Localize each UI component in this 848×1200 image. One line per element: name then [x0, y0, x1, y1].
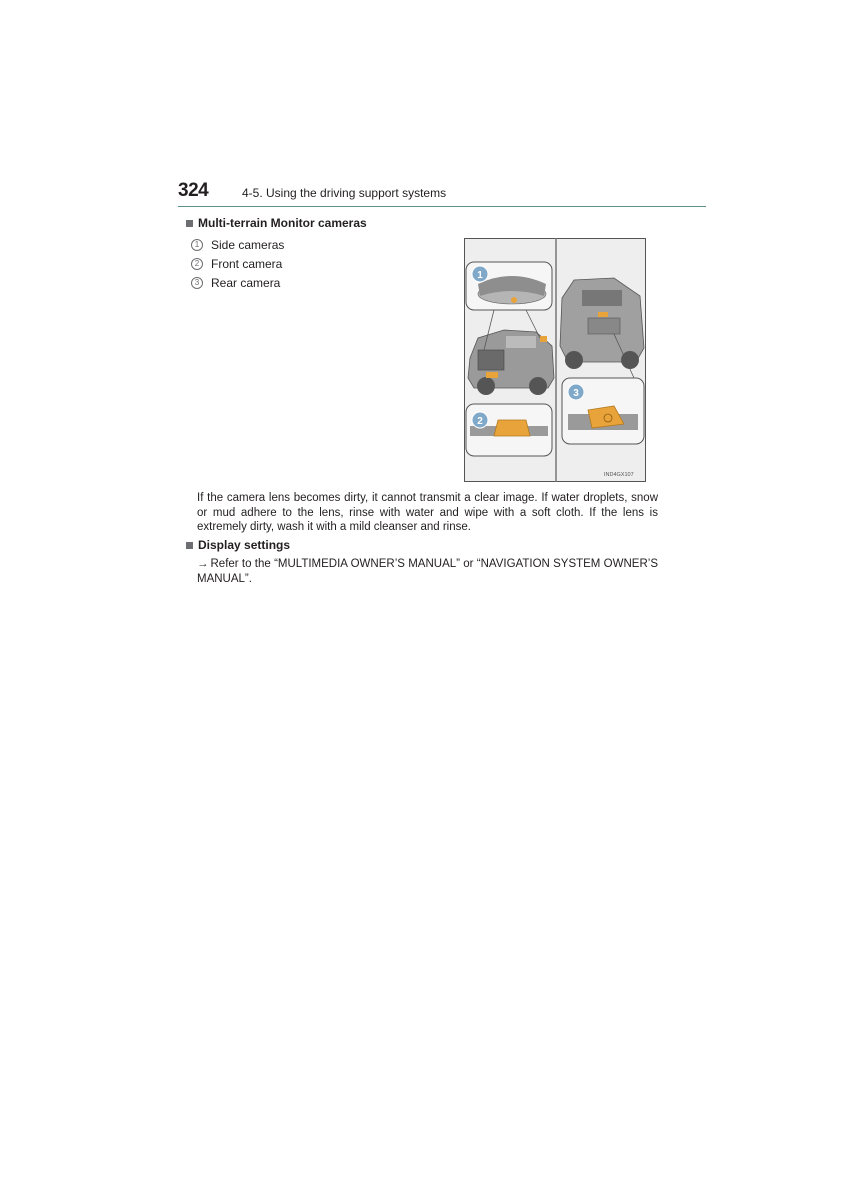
list-item	[191, 254, 284, 273]
display-settings-heading	[186, 538, 290, 552]
front-suv-illustration	[468, 330, 554, 395]
circled-number-icon: 2	[191, 258, 203, 270]
display-settings-reference	[197, 557, 658, 586]
page-number: 324	[178, 180, 209, 201]
page-header	[178, 178, 706, 208]
display-settings-heading-text: Display settings	[198, 538, 291, 552]
circled-number-icon: 1	[191, 239, 203, 251]
camera-locations-figure	[464, 238, 646, 482]
callout-1-icon	[472, 266, 488, 282]
svg-text:1: 1	[477, 270, 483, 281]
lens-note: If the camera lens becomes dirty, it cannot transmit a clear image. If water droplets, snow or mud adhere to the lens, rinse with water and wipe with a soft cloth. If the lens is extremely dirty, wash it with a mild cleanser and rinse.	[197, 492, 658, 533]
list-item	[191, 273, 284, 292]
rear-suv-illustration	[560, 278, 644, 369]
arrow-right-icon: →	[197, 558, 209, 570]
list-item	[191, 235, 284, 254]
section-title: 4-5. Using the driving support systems	[242, 186, 447, 200]
callout-2-icon	[472, 412, 488, 428]
cameras-heading	[186, 216, 367, 230]
display-settings-text: Refer to the “MULTIMEDIA OWNER’S MANUAL” or “NAVIGATION SYSTEM OWNER’S MANUAL”.	[197, 558, 658, 585]
svg-text:3: 3	[573, 388, 579, 399]
rear-camera-mark	[598, 312, 608, 317]
svg-text:2: 2	[477, 416, 483, 427]
list-item-label: Rear camera	[211, 275, 281, 290]
list-item-label: Side cameras	[211, 237, 285, 252]
circled-number-icon: 3	[191, 277, 203, 289]
bullet-square-icon	[186, 542, 193, 549]
header-rule	[178, 206, 706, 207]
camera-list	[191, 235, 284, 292]
front-camera-mark	[486, 372, 498, 378]
cameras-heading-text: Multi-terrain Monitor cameras	[198, 216, 367, 230]
figure-code: IND4GX107	[604, 472, 634, 478]
list-item-label: Front camera	[211, 256, 283, 271]
callout-3-icon	[568, 384, 584, 400]
bullet-square-icon	[186, 220, 193, 227]
side-camera-mark	[540, 336, 547, 342]
